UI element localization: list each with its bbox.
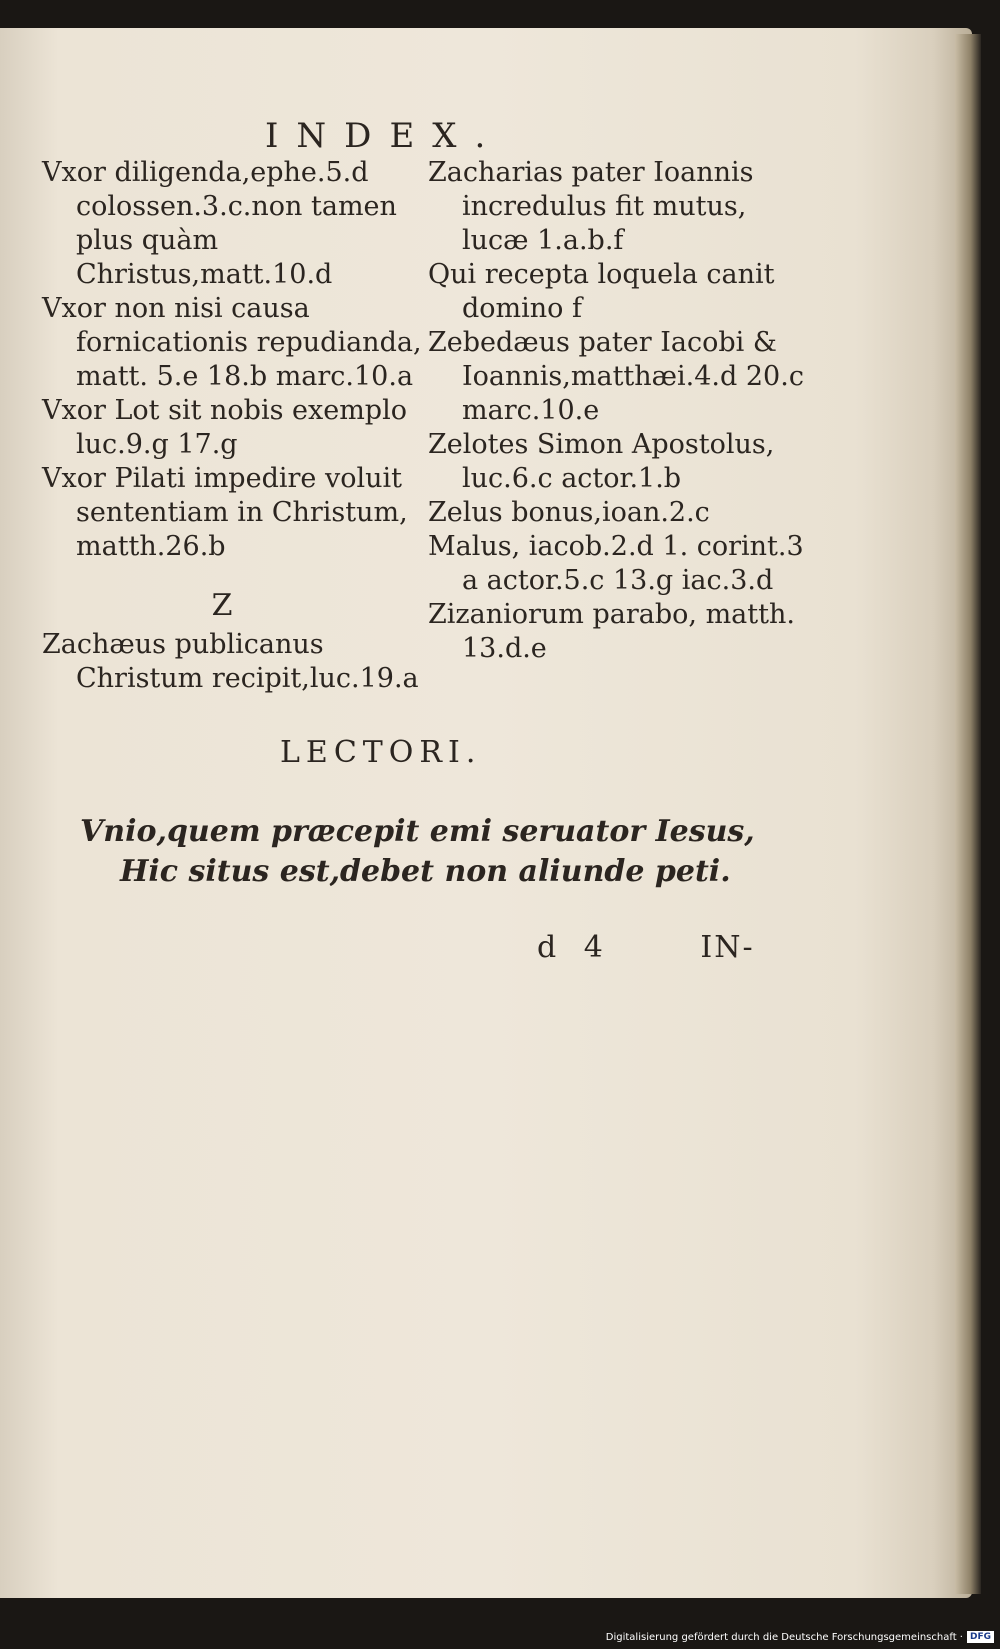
index-entry: Qui recepta loquela canit domino f	[428, 259, 775, 324]
verse-line-2: Hic situs est,debet non aliunde peti.	[120, 854, 731, 889]
index-entry: Zacharias pater Ioannis incredulus fit mutus, lucæ 1.a.b.f	[428, 157, 754, 256]
index-entry: Vxor diligenda,ephe.5.d colossen.3.c.non tamen plus quàm Christus,matt.10.d	[42, 157, 397, 290]
index-entry: Zebedæus pater Iacobi & Ioannis,matthæi.4.d 20.c marc.10.e	[428, 327, 804, 426]
page-edge	[955, 34, 981, 1594]
verse-line-1: Vnio,quem præcepit emi seruator Iesus,	[80, 814, 755, 849]
credit-text: Digitalisierung gefördert durch die Deutsche Forschungsgemeinschaft ·	[605, 1631, 963, 1643]
index-entry: Zizaniorum parabo, matth. 13.d.e	[428, 599, 795, 664]
index-entry: Malus, iacob.2.d 1. corint.3 a actor.5.c 13.g iac.3.d	[428, 531, 804, 596]
index-column-left	[42, 156, 422, 696]
index-entry: Zelus bonus,ioan.2.c	[428, 497, 710, 528]
index-entry: Vxor Lot sit nobis exemplo luc.9.g 17.g	[42, 395, 407, 460]
page-footer	[537, 930, 755, 965]
verse	[80, 812, 800, 892]
index-entry: Vxor non nisi causa fornicationis repudianda, matt. 5.e 18.b marc.10.a	[42, 293, 422, 392]
catchword: IN-	[700, 930, 755, 965]
index-column-right	[428, 156, 808, 666]
dfg-logo: DFG	[967, 1631, 994, 1643]
page-header: INDEX.	[265, 116, 504, 156]
index-entry: Zelotes Simon Apostolus, luc.6.c actor.1.b	[428, 429, 775, 494]
lectori-title: LECTORI.	[280, 735, 482, 770]
index-entry: Zachæus publicanus Christum recipit,luc.19.a	[42, 629, 419, 694]
index-entry: Vxor Pilati impedire voluit sententiam in Christum, matth.26.b	[42, 463, 408, 562]
digitization-credit	[606, 1631, 994, 1643]
signature-mark: d 4	[537, 930, 603, 965]
section-letter: Z	[211, 588, 233, 623]
